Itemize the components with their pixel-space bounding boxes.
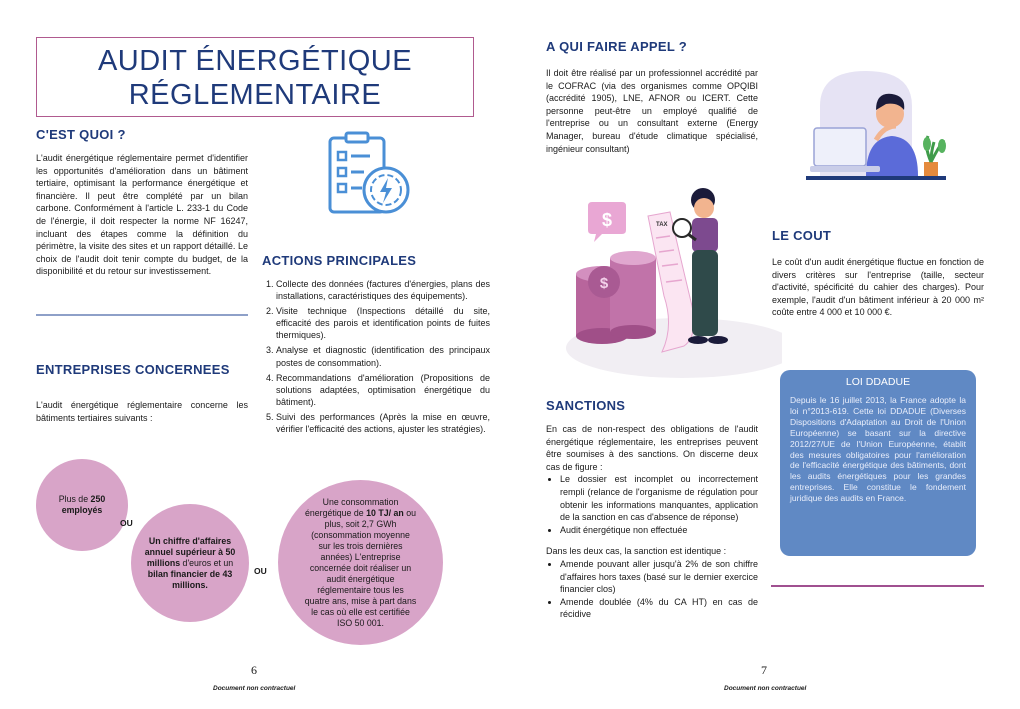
sanctions-penalty-item: • Amende doublée (4% du CA HT) en cas de récidive bbox=[560, 596, 758, 621]
sanctions-identical: Dans les deux cas, la sanction est identique : bbox=[546, 546, 727, 557]
actions-list-item: 2. Visite technique (Inspections détaillé du site, efficacité des parois et identification points de fuites thermiques). bbox=[276, 305, 490, 341]
sanctions-block bbox=[546, 423, 758, 621]
cout-text: Le coût d'un audit énergétique fluctue en fonction de divers critères sur l'entreprise (taille, secteur d'activité, spécificité du cahier des charges). Pour exemple, l'audit d'un bâtiment inférieur à 20 000 m² coûte entre 4 000 et 10 000 €. bbox=[772, 257, 984, 318]
document-title-box bbox=[36, 37, 474, 117]
actions-list-item: 4. Recommandations d'amélioration (Propositions de solutions adaptées, optimisation énergétique du bâtiment). bbox=[276, 372, 490, 408]
section-heading-cout: LE COUT bbox=[772, 228, 832, 243]
section-heading-sanctions: SANCTIONS bbox=[546, 398, 626, 413]
or-label-2: OU bbox=[254, 566, 267, 576]
cest-quoi-text: L'audit énergétique réglementaire permet d'identifier les opportunités d'amélioration dans un bâtiment tertiaire, optimisant la performance énergétique et financière. Il peut être complété par un bilan carbone. Conformément à l'article L. 233-1 du Code de l'énergie, il doit respecter la norme NF 16247, incluant des étapes comme la définition du périmètre, la visite des sites et un rapport détaillé. Le choix de l'audit doit tenir compte du budget, de la disponibilité et du retour sur investissement. bbox=[36, 153, 248, 277]
sanctions-penalties-list bbox=[546, 558, 758, 621]
sanctions-case-item: • Audit énergétique non effectuée bbox=[560, 524, 758, 537]
footer-left: Document non contractuel bbox=[213, 685, 296, 692]
page-number-right: 7 bbox=[761, 663, 767, 677]
circle-employees-text-a: Plus de bbox=[58, 494, 91, 504]
qui-text: Il doit être réalisé par un professionnel accrédité par le COFRAC (via des organismes comme OPQIBI (accrédité 1905), LNE, AFNOR ou ICERT. Cette personne peut-être un employé qualifié de l'entreprise ou un consultant externe (Energy Manager, bureau d'étude climatique spécialisé, ingénieur consultant) bbox=[546, 68, 758, 154]
circle-consumption-amount: 10 TJ/ an bbox=[366, 507, 404, 518]
section-heading-entreprises: ENTREPRISES CONCERNEES bbox=[36, 362, 230, 377]
criteria-circle-employees bbox=[36, 459, 128, 551]
loi-ddadue-text: Depuis le 16 juillet 2013, la France adopte la loi n°2013-619. Cette loi DDADUE (Diverses Dispositions d'Adaptation au Droit de l'Union Européenne) se basant sur la directive 2012/27/UE de l'Union Européenne, établit des mesures obligatoires pour l'amélioration de l'efficacité énergétique des bâtiments, dont les audits énergétiques pour les grandes entreprises. Elle constitue le fondement juridique des audits en France. bbox=[790, 395, 966, 504]
section-heading-cest-quoi: C'EST QUOI ? bbox=[36, 127, 126, 142]
coin-stack-icon bbox=[576, 251, 656, 344]
sanctions-cases-list bbox=[546, 473, 758, 536]
title-line-1: AUDIT ÉNERGÉTIQUE bbox=[97, 45, 413, 77]
actions-list-item: 5. Suivi des performances (Après la mise en œuvre, vérifier l'efficacité des actions, ajuster les stratégies). bbox=[276, 411, 490, 435]
section-heading-qui: A QUI FAIRE APPEL ? bbox=[546, 39, 688, 54]
circle-revenue-text-d: bilan financier de 43 millions. bbox=[147, 568, 233, 590]
footer-right: Document non contractuel bbox=[724, 685, 807, 692]
loi-ddadue-box bbox=[780, 370, 976, 556]
loi-ddadue-heading: LOI DDADUE bbox=[845, 376, 911, 388]
circle-consumption-text-a: Une consommation énergétique de bbox=[304, 496, 399, 518]
checklist-energy-icon bbox=[326, 130, 414, 226]
actions-list bbox=[262, 278, 490, 438]
svg-text:$: $ bbox=[601, 210, 613, 230]
divider-rule-left bbox=[36, 314, 248, 316]
entreprises-text: L'audit énergétique réglementaire concerne les bâtiments tertiaires suivants : bbox=[36, 400, 248, 423]
circle-revenue-text-a: Un chiffre d'affaires annuel supérieur à bbox=[144, 535, 232, 557]
page-number-left: 6 bbox=[251, 663, 257, 677]
title-line-2: RÉGLEMENTAIRE bbox=[128, 79, 382, 111]
actions-list-item: 1. Collecte des données (factures d'énergies, plans des installations, caractéristiques des équipements). bbox=[276, 278, 490, 302]
dollar-speech-bubble-icon bbox=[588, 202, 626, 242]
sanctions-case-item: • Le dossier est incomplet ou incorrectement rempli (relance de l'organisme de régulation pour obtenir les informations manquantes, application de la sanction en cas d'absence de réponse) bbox=[560, 473, 758, 523]
receipt-label: TAX bbox=[656, 222, 668, 228]
circle-revenue-amount: 50 millions bbox=[146, 546, 236, 568]
circle-employees-text-c: employés bbox=[61, 505, 103, 515]
criteria-circle-consumption bbox=[278, 480, 443, 645]
circle-revenue-text-c: d'euros et un bbox=[180, 557, 234, 568]
criteria-circle-revenue bbox=[131, 504, 249, 622]
circle-consumption-text-c: ou plus, soit 2,7 GWh (consommation moyenne sur les trois dernières années) L'entreprise concernée doit réaliser un audit énergétique réglementaire tous les quatre ans, mise à part dans le cas où elle est certifiée ISO 50 001. bbox=[304, 507, 417, 628]
svg-text:$: $ bbox=[599, 275, 609, 292]
or-label-1: OU bbox=[120, 518, 133, 528]
sanctions-penalty-item: • Amende pouvant aller jusqu'à 2% de son chiffre d'affaires hors taxes (basé sur le dernier exercice financier clos) bbox=[560, 558, 758, 596]
divider-rule-right bbox=[771, 585, 984, 587]
sanctions-intro: En cas de non-respect des obligations de l'audit énergétique réglementaire, les entreprises peuvent être soumises à des sanctions. On discerne deux cas de figure : bbox=[546, 424, 758, 472]
section-heading-actions: ACTIONS PRINCIPALES bbox=[262, 253, 417, 268]
actions-list-item: 3. Analyse et diagnostic (identification des principaux postes de consommation). bbox=[276, 344, 490, 368]
woman-magnifier-illustration bbox=[564, 186, 782, 380]
circle-employees-number: 250 bbox=[90, 494, 106, 504]
man-laptop-illustration bbox=[806, 66, 954, 186]
